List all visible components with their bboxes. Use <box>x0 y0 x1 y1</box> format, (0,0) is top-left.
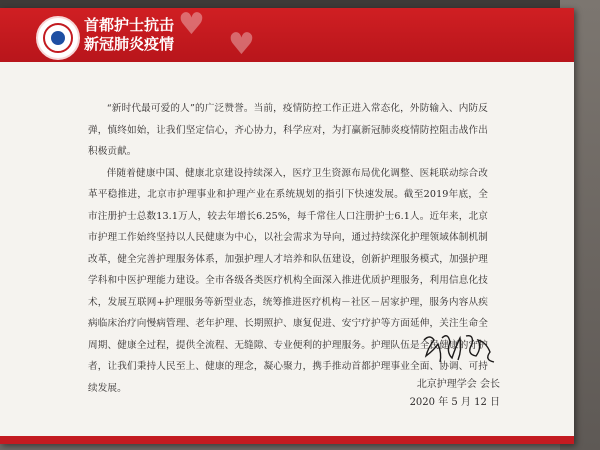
header-title <box>84 16 174 54</box>
heart-icon: ♥ <box>228 27 255 62</box>
paragraph-2: 伴随着健康中国、健康北京建设持续深入，医疗卫生资源布局优化调整、医耗联动综合改革平稳推进，北京市护理事业和护理产业在系统规划的指引下快速发展。截至2019年底，全市注册护士总数13.1万人，较去年增长6.25%，每千常住人口注册护士6.1人。近年来，北京市护理工作始终坚持以人民健康为中心，以社会需求为导向，通过持续深化护理领域体制机制改革，健全完善护理服务体系，加强护理人才培养和队伍建设，创新护理服务模式，加强护理学科和中医护理能力建设。全市各级各类医疗机构全面深入推进优质护理服务，利用信息化技术，发展互联网+护理服务等新型业态，统筹推进医疗机构－社区－居家护理，服务内容从疾病临床治疗向慢病管理、老年护理、长期照护、康复促进、安宁疗护等方面延伸，关注生命全周期、健康全过程，提供全流程、无缝隙、专业便利的护理服务。护理队伍是全民健康的守护者，让我们秉持人民至上、健康的理念，凝心聚力，携手推动首都护理事业全面、协调、可持续发展。 <box>88 167 488 394</box>
handwritten-signature <box>420 328 500 368</box>
header-title-line2: 新冠肺炎疫情 <box>84 35 175 53</box>
header-band <box>0 8 574 62</box>
nursing-association-logo <box>36 16 80 60</box>
booklet-page <box>0 8 574 444</box>
bottom-band <box>0 436 574 444</box>
paragraph-1: “新时代最可爱的人”的广泛赞誉。当前，疫情防控工作正进入常态化，外防输入、内防反弹，慎终如始，让我们坚定信心，齐心协力，科学应对，为打赢新冠肺炎疫情防控阻击战作出积极贡献。 <box>88 103 488 157</box>
heart-icon: ♥ <box>178 8 205 42</box>
signoff-date: 2020 年 5 月 12 日 <box>409 397 500 408</box>
signoff-organization: 北京护理学会 会长 <box>416 379 500 390</box>
logo-core <box>51 31 65 45</box>
header-title-line1: 首都护士抗击 <box>84 16 175 34</box>
